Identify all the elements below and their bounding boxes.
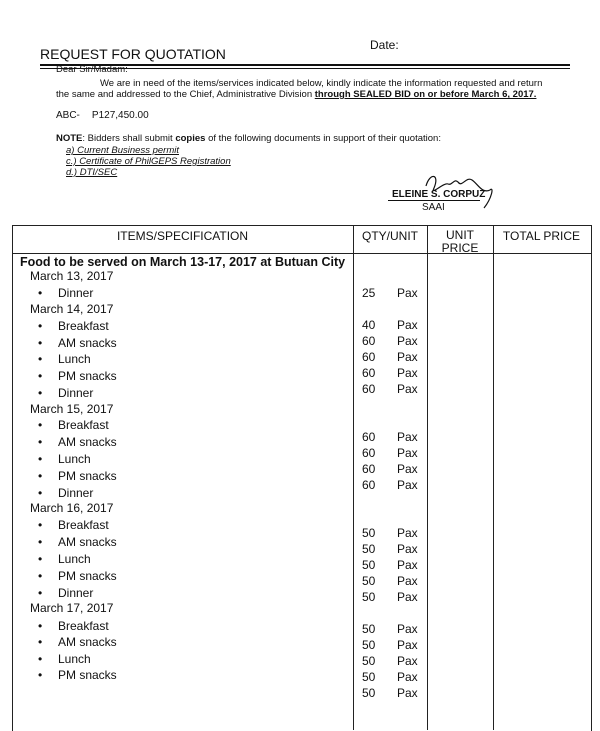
- bullet-marker: •: [38, 369, 43, 383]
- meal-item: Lunch: [58, 552, 91, 566]
- bullet-marker: •: [38, 535, 43, 549]
- qty-value: 60: [362, 334, 376, 348]
- qty-value: 60: [362, 462, 376, 476]
- column-header-items: ITEMS/SPECIFICATION: [116, 229, 249, 243]
- qty-value: 60: [362, 478, 376, 492]
- qty-value: 60: [362, 366, 376, 380]
- bullet-marker: •: [38, 286, 43, 300]
- unit-value: Pax: [397, 590, 418, 604]
- body-line-2: [56, 89, 536, 100]
- qty-value: 60: [362, 446, 376, 460]
- unit-value: Pax: [397, 622, 418, 636]
- unit-value: Pax: [397, 638, 418, 652]
- qty-value: 50: [362, 654, 376, 668]
- day-date: March 15, 2017: [30, 402, 114, 416]
- day-date: March 14, 2017: [30, 302, 114, 316]
- meal-item: PM snacks: [58, 668, 117, 682]
- bullet-marker: •: [38, 652, 43, 666]
- abc-line: [56, 110, 149, 121]
- unit-value: Pax: [397, 318, 418, 332]
- unit-value: Pax: [397, 558, 418, 572]
- column-header-unit-price: UNIT PRICE: [441, 228, 479, 255]
- deadline-text: through SEALED BID on or before March 6, 2017.: [314, 89, 537, 100]
- bullet-marker: •: [38, 469, 43, 483]
- qty-value: 50: [362, 670, 376, 684]
- document-item: a) Current Business permit: [66, 145, 179, 156]
- qty-value: 60: [362, 350, 376, 364]
- bullet-marker: •: [38, 619, 43, 633]
- meal-item: Dinner: [58, 586, 94, 600]
- meal-item: Lunch: [58, 452, 91, 466]
- meal-item: Dinner: [58, 486, 94, 500]
- page-title: REQUEST FOR QUOTATION: [40, 46, 226, 62]
- column-divider: [427, 225, 428, 730]
- note-label: NOTE: [56, 133, 83, 144]
- meal-item: Breakfast: [58, 418, 109, 432]
- unit-value: Pax: [397, 478, 418, 492]
- document-item: c.) Certificate of PhilGEPS Registration: [66, 156, 231, 167]
- unit-value: Pax: [397, 334, 418, 348]
- body-line-2-text: the same and addressed to the Chief, Administrative Division: [56, 89, 315, 100]
- day-date: March 16, 2017: [30, 501, 114, 515]
- meal-item: AM snacks: [58, 535, 117, 549]
- qty-value: 50: [362, 638, 376, 652]
- day-date: March 17, 2017: [30, 601, 114, 615]
- signatory-name: ELEINE S. CORPUZ: [392, 189, 486, 200]
- unit-value: Pax: [397, 686, 418, 700]
- qty-value: 50: [362, 590, 376, 604]
- meal-item: Lunch: [58, 652, 91, 666]
- meal-item: Lunch: [58, 352, 91, 366]
- signatory-position: SAAI: [422, 202, 445, 213]
- day-date: March 13, 2017: [30, 269, 114, 283]
- qty-value: 60: [362, 430, 376, 444]
- bullet-marker: •: [38, 668, 43, 682]
- qty-value: 25: [362, 286, 376, 300]
- meal-item: Breakfast: [58, 518, 109, 532]
- meal-item: Dinner: [58, 386, 94, 400]
- bullet-marker: •: [38, 486, 43, 500]
- unit-value: Pax: [397, 446, 418, 460]
- note-text-2: of the following documents in support of their quotation:: [205, 133, 441, 144]
- bullet-marker: •: [38, 336, 43, 350]
- column-header-total-price: TOTAL PRICE: [502, 229, 581, 243]
- bullet-marker: •: [38, 552, 43, 566]
- unit-value: Pax: [397, 462, 418, 476]
- note-text-1: : Bidders shall submit: [82, 133, 176, 144]
- document-item: d.) DTI/SEC: [66, 167, 118, 178]
- qty-value: 50: [362, 558, 376, 572]
- unit-value: Pax: [397, 350, 418, 364]
- column-divider: [493, 225, 494, 730]
- bullet-marker: •: [38, 386, 43, 400]
- meal-item: Breakfast: [58, 319, 109, 333]
- bullet-marker: •: [38, 569, 43, 583]
- bullet-marker: •: [38, 518, 43, 532]
- note-copies: copies: [175, 133, 206, 144]
- unit-value: Pax: [397, 366, 418, 380]
- body-line-1: We are in need of the items/services indicated below, kindly indicate the information requested and return: [100, 78, 543, 89]
- qty-value: 50: [362, 622, 376, 636]
- unit-value: Pax: [397, 286, 418, 300]
- qty-value: 50: [362, 574, 376, 588]
- column-header-qty-unit: QTY/UNIT: [362, 229, 418, 243]
- abc-value: P127,450.00: [91, 110, 149, 121]
- unit-value: Pax: [397, 654, 418, 668]
- note-line: [56, 133, 441, 144]
- bullet-marker: •: [38, 586, 43, 600]
- qty-value: 50: [362, 526, 376, 540]
- bullet-marker: •: [38, 635, 43, 649]
- date-label: Date:: [370, 38, 399, 52]
- unit-value: Pax: [397, 670, 418, 684]
- abc-label: ABC-: [56, 110, 80, 121]
- header-divider: [12, 253, 591, 254]
- salutation: Dear Sir/Madam:: [56, 64, 128, 75]
- signature-line: [388, 200, 480, 201]
- bullet-marker: •: [38, 452, 43, 466]
- unit-value: Pax: [397, 382, 418, 396]
- meal-item: Breakfast: [58, 619, 109, 633]
- qty-value: 40: [362, 318, 376, 332]
- qty-value: 50: [362, 542, 376, 556]
- meal-item: PM snacks: [58, 469, 117, 483]
- meal-item: AM snacks: [58, 635, 117, 649]
- bullet-marker: •: [38, 319, 43, 333]
- unit-value: Pax: [397, 542, 418, 556]
- section-title: Food to be served on March 13-17, 2017 at Butuan City: [20, 255, 346, 269]
- qty-value: 50: [362, 686, 376, 700]
- unit-value: Pax: [397, 430, 418, 444]
- unit-value: Pax: [397, 526, 418, 540]
- meal-item: PM snacks: [58, 569, 117, 583]
- bullet-marker: •: [38, 435, 43, 449]
- meal-item: PM snacks: [58, 369, 117, 383]
- meal-item: Dinner: [58, 286, 94, 300]
- column-divider: [353, 225, 354, 730]
- unit-value: Pax: [397, 574, 418, 588]
- qty-value: 60: [362, 382, 376, 396]
- meal-item: AM snacks: [58, 435, 117, 449]
- bullet-marker: •: [38, 352, 43, 366]
- meal-item: AM snacks: [58, 336, 117, 350]
- bullet-marker: •: [38, 418, 43, 432]
